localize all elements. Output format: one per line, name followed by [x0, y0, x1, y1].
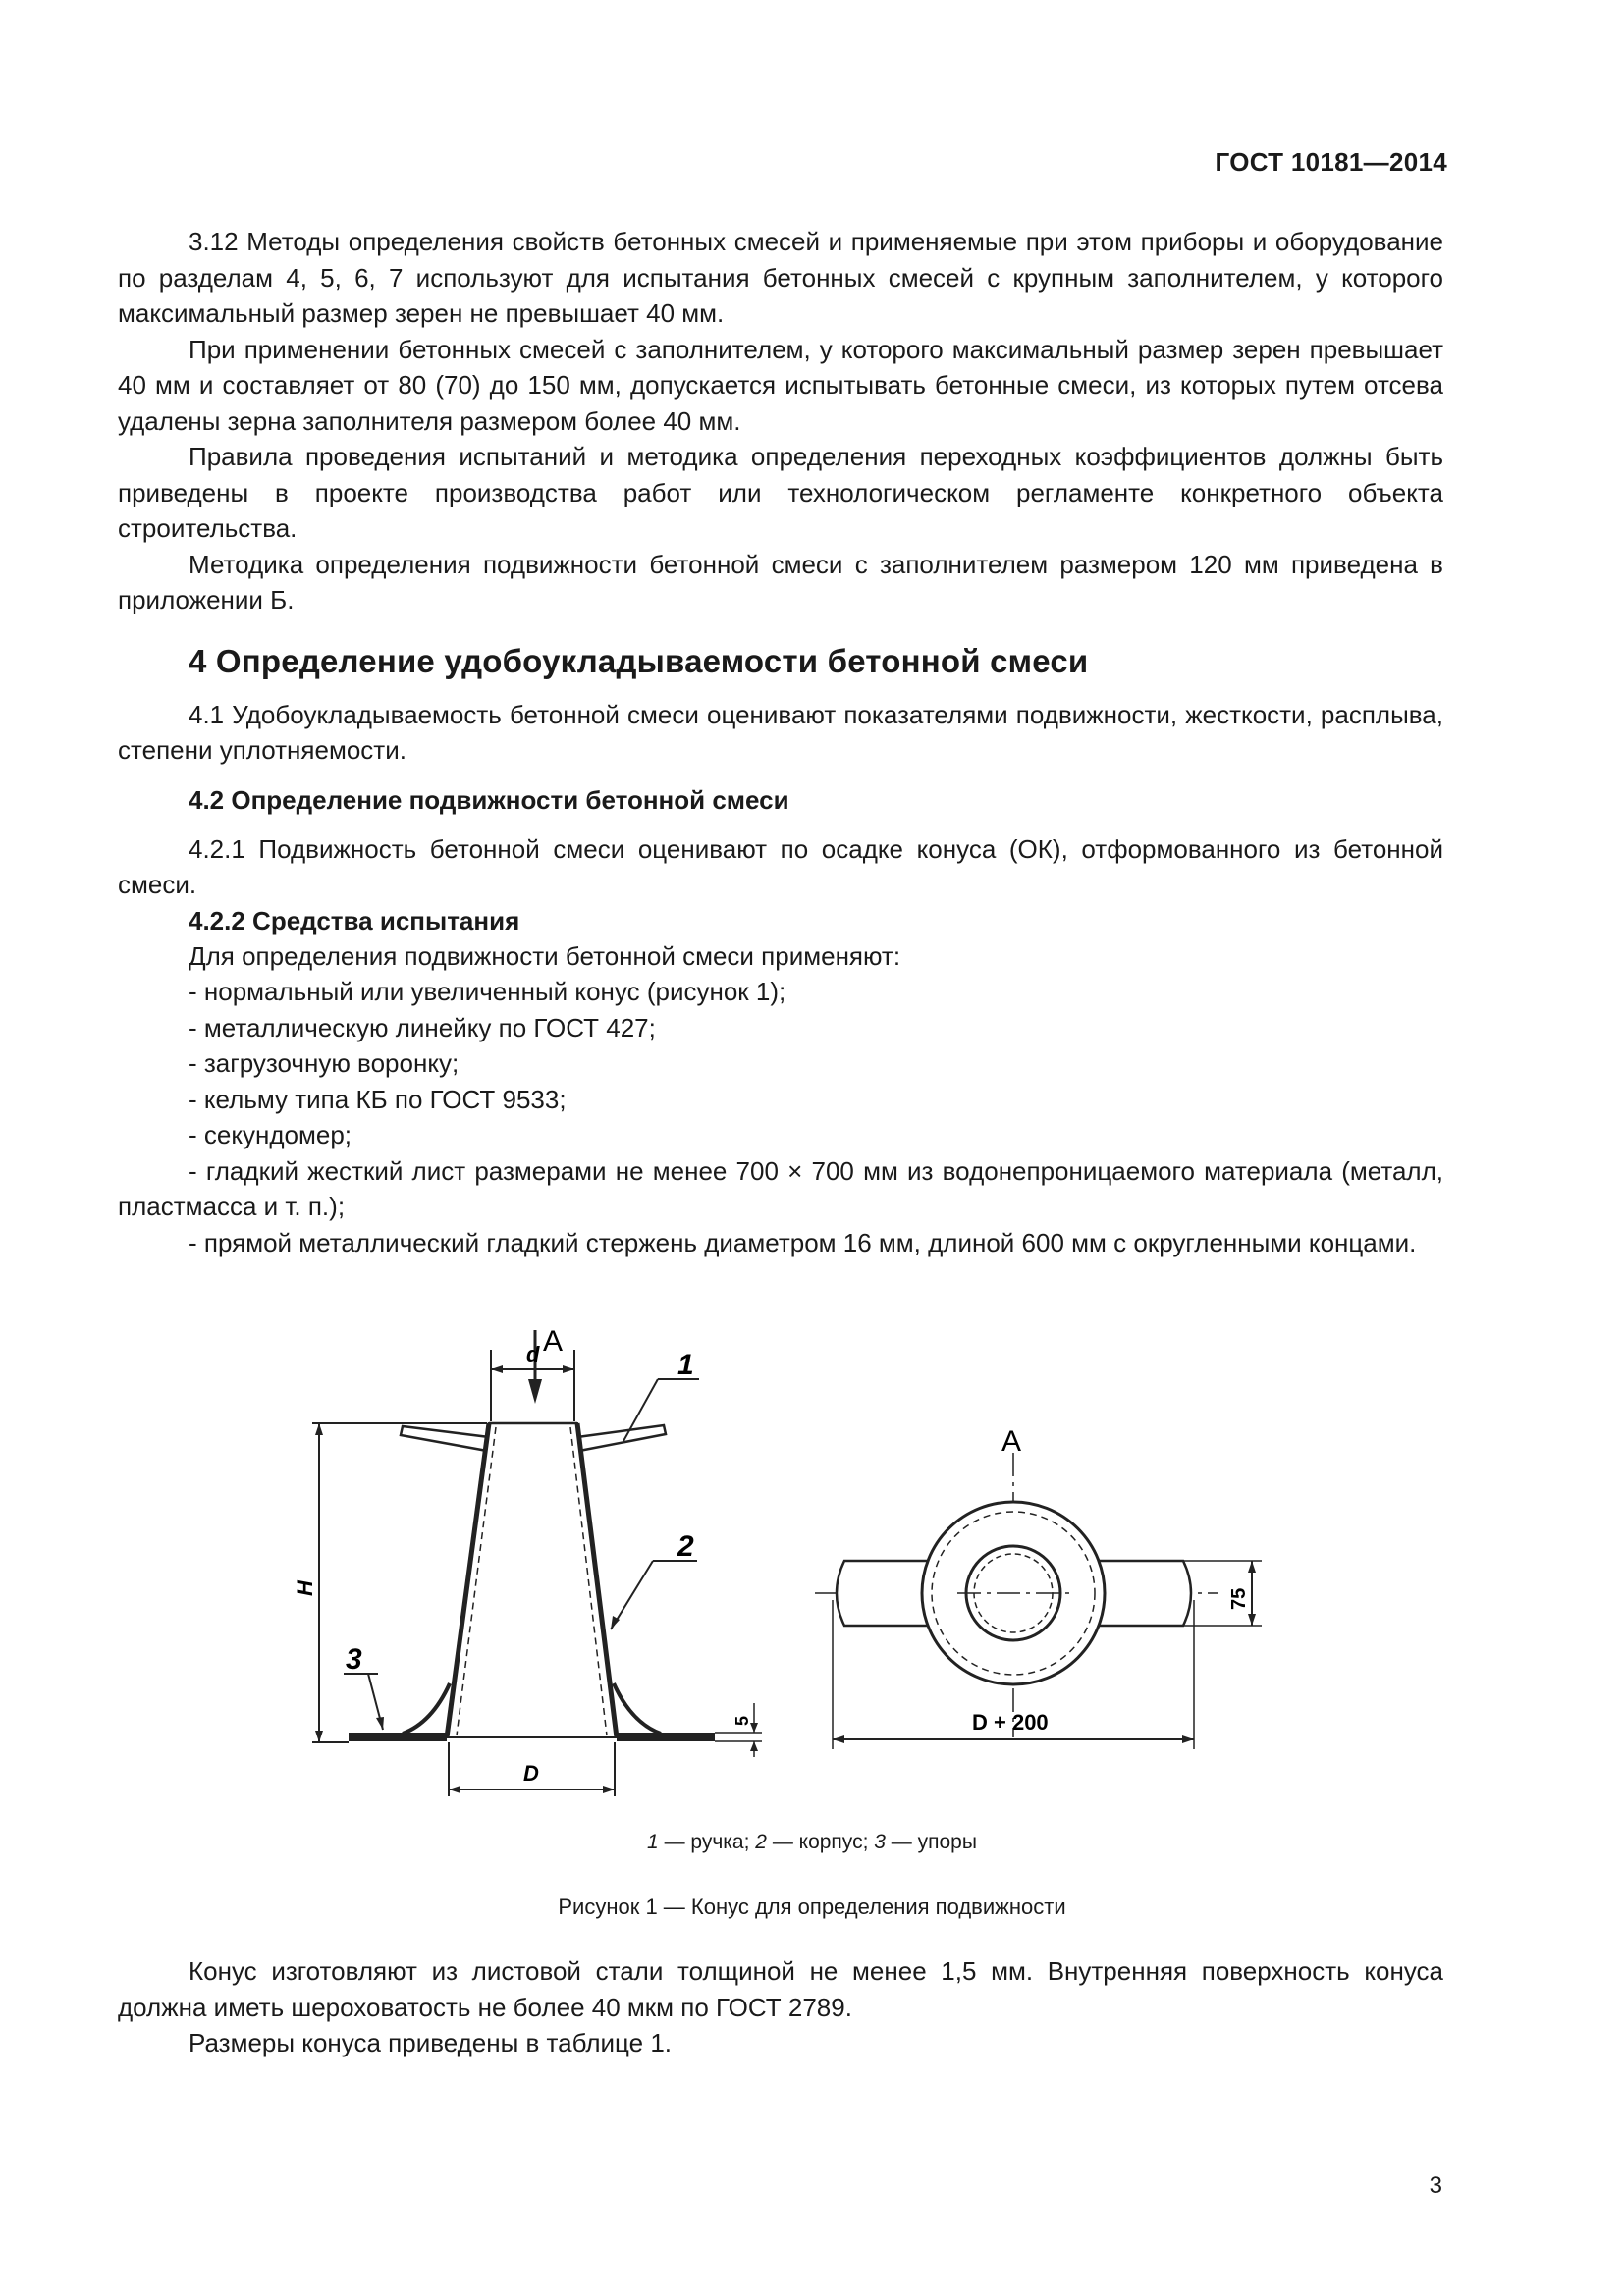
figure-1: [0, 1306, 1624, 1875]
legend-num-2: 2: [755, 1831, 767, 1853]
span-arrow-right: [1182, 1735, 1194, 1743]
legend-text-1: — ручка;: [658, 1831, 756, 1853]
D-arrow-left: [449, 1786, 460, 1793]
paragraph-cone-material: Конус изготовляют из листовой стали толщиной не менее 1,5 мм. Внутренняя поверхность конуса должна иметь шероховатость не более 40 мкм по ГОСТ 2789.: [118, 1956, 1443, 2022]
figure-caption: Рисунок 1 — Конус для определения подвижности: [558, 1895, 1066, 1919]
thickness-label: 5: [732, 1715, 752, 1726]
paragraph-3-12: 3.12 Методы определения свойств бетонных смесей и применяемые при этом приборы и оборудование по разделам 4, 5, 6, 7 используют для испытания бетонных смесей с крупным заполнителем, у которого максимальный размер зерен не превышает 40 мм.: [118, 227, 1443, 328]
callout-1-label: 1: [677, 1349, 694, 1381]
handle-width-arrow-top: [1248, 1561, 1256, 1573]
left-foot: [349, 1733, 447, 1741]
list-item: - гладкий жесткий лист размерами не менее 700 × 700 мм из водонепроницаемого материала (металл, пластмасса и т. п.);: [118, 1155, 1443, 1221]
list-intro: Для определения подвижности бетонной смеси применяют:: [189, 940, 901, 971]
page-number: 3: [1429, 2172, 1442, 2199]
view-a-title: A: [1001, 1425, 1022, 1458]
left-handle: [401, 1426, 489, 1451]
paragraph-3-12-b: При применении бетонных смесей с заполнителем, у которого максимальный размер зерен превышает 40 мм и составляет от 80 (70) до 150 мм, допускается испытывать бетонные смеси, из которых путем отсева удалены зерна заполнителя размером более 40 мм.: [118, 334, 1443, 436]
section-4-title: 4 Определение удобоукладываемости бетонной смеси: [189, 642, 1089, 679]
legend-text-3: — упоры: [885, 1831, 977, 1853]
view-arrow-label: A: [543, 1325, 564, 1358]
span-arrow-left: [833, 1735, 844, 1743]
list-item: - кельму типа КБ по ГОСТ 9533;: [189, 1084, 567, 1114]
list-item: - нормальный или увеличенный конус (рисунок 1);: [189, 977, 786, 1006]
left-brace: [403, 1683, 450, 1734]
handle-width-label: 75: [1228, 1587, 1250, 1610]
H-label: H: [293, 1580, 317, 1596]
d-arrow-right: [563, 1365, 574, 1373]
document-code: ГОСТ 10181—2014: [1215, 147, 1447, 177]
body-text-bottom: [118, 1953, 1443, 2061]
D-arrow-right: [603, 1786, 615, 1793]
callout-3-arrow: [376, 1717, 384, 1730]
right-foot: [617, 1733, 715, 1741]
legend-num-3: 3: [874, 1831, 886, 1853]
D-label: D: [523, 1761, 539, 1786]
handle-width-arrow-bottom: [1248, 1614, 1256, 1626]
list-item: - загрузочную воронку;: [189, 1048, 460, 1078]
right-handle: [577, 1425, 666, 1451]
callout-3-label: 3: [346, 1643, 362, 1676]
cone-drawing: [0, 1306, 1624, 1875]
paragraph-3-12-c: Правила проведения испытаний и методика определения переходных коэффициентов должны быть приведены в проекте производства работ или технологическом регламенте конкретного объекта строительства.: [118, 442, 1443, 543]
cone-body: [447, 1423, 617, 1737]
H-arrow-top: [315, 1423, 323, 1435]
list-item: - металлическую линейку по ГОСТ 427;: [189, 1012, 656, 1042]
H-arrow-bottom: [315, 1731, 323, 1742]
paragraph-3-12-d: Методика определения подвижности бетонной смеси с заполнителем размером 120 мм приведена в приложении Б.: [118, 549, 1443, 614]
paragraph-cone-dimensions: Размеры конуса приведены в таблице 1.: [189, 2028, 673, 2057]
figure-legend: [0, 1831, 1624, 1854]
callout-2-label: 2: [677, 1530, 694, 1563]
view-arrow-head: [528, 1379, 542, 1404]
right-brace: [614, 1683, 661, 1734]
span-label: D + 200: [972, 1710, 1049, 1735]
d-label: d: [526, 1342, 540, 1366]
paragraph-4-1: 4.1 Удобоукладываемость бетонной смеси оценивают показателями подвижности, жесткости, расплыва, степени уплотняемости.: [118, 699, 1443, 765]
subsection-4-2-title: 4.2 Определение подвижности бетонной смеси: [189, 784, 789, 815]
list-item: - прямой металлический гладкий стержень диаметром 16 мм, длиной 600 мм с округленными концами.: [189, 1227, 1417, 1257]
legend-num-1: 1: [647, 1831, 659, 1853]
thickness-arrow-bottom: [750, 1741, 758, 1751]
body-text-top: [118, 224, 1443, 1260]
paragraph-4-2-1: 4.2.1 Подвижность бетонной смеси оценивают по осадке конуса (ОК), отформованного из бетонной смеси.: [118, 833, 1443, 899]
d-arrow-left: [491, 1365, 503, 1373]
legend-text-2: — корпус;: [766, 1831, 875, 1853]
list-item: - секундомер;: [189, 1120, 352, 1149]
subsection-4-2-2-title: 4.2.2 Средства испытания: [189, 905, 520, 935]
